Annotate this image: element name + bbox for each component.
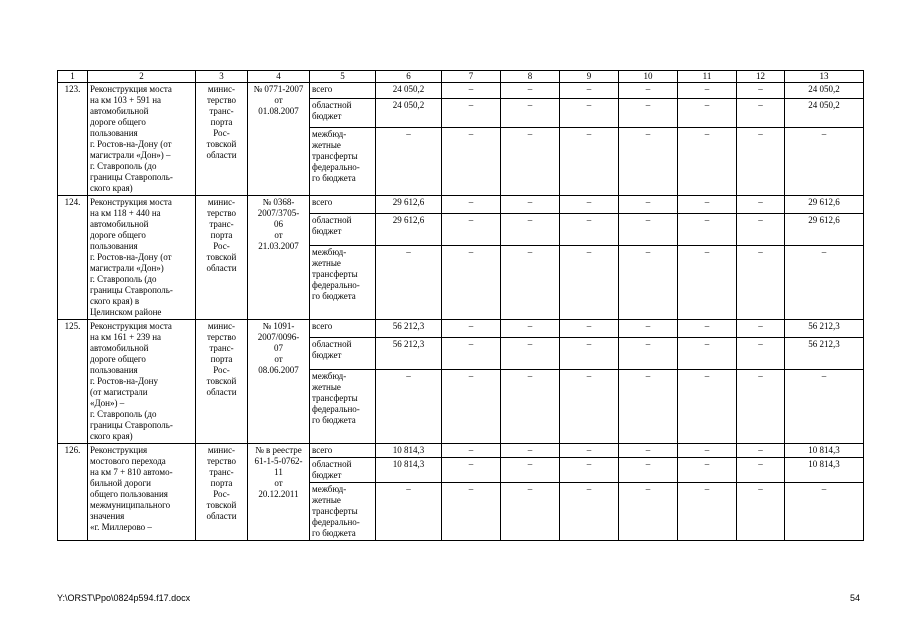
cell-line: «Дон») – [90,398,125,408]
cell-line: автомобильной [90,343,149,353]
cell-line: минис- [207,197,236,207]
amount-c9: – [560,245,619,319]
amount-c7: – [442,128,501,196]
cell-line: дороге общего [90,230,146,240]
page-number: 54 [849,593,860,603]
funding-source [310,369,376,443]
amount-c12: – [737,458,785,483]
cell-line: транс- [209,106,234,116]
amount-c6: 29 612,6 [376,213,442,245]
cell-line: на км 103 + 591 на [90,95,162,105]
amount-c11: – [678,458,737,483]
amount-c13: 24 050,2 [785,99,864,128]
funding-source [310,483,376,541]
cell-line: пользования [90,365,138,375]
amount-c13: 10 814,3 [785,458,864,483]
funding-source [310,213,376,245]
amount-c13: 56 212,3 [785,337,864,369]
cell-line: товской [206,376,237,386]
cell-line: федерально- [312,403,360,414]
amount-c11: – [678,99,737,128]
document-ref [248,196,310,320]
organization [196,196,248,320]
cell-line: № в реестре [255,445,302,455]
table-row [58,320,864,338]
amount-c8: – [501,213,560,245]
cell-line: го бюджета [312,528,356,538]
cell-line: границы Ставрополь- [90,172,173,182]
amount-c6: 10 814,3 [376,458,442,483]
amount-c10: – [619,444,678,458]
funding-source [310,245,376,319]
column-header: 12 [737,71,785,83]
cell-line: межмуниципального [90,500,171,510]
cell-line: от [274,354,283,364]
cell-line: федерально- [312,162,360,173]
table-row [58,83,864,99]
funding-source [310,99,376,128]
cell-line: границы Ставрополь- [90,420,173,430]
cell-line: Реконструкция моста [90,197,172,207]
amount-c6: 10 814,3 [376,444,442,458]
cell-line: Рос- [213,241,230,251]
cell-line: федерально- [312,517,360,527]
funding-source [310,444,376,458]
cell-line: г. Ставрополь (до [90,409,157,419]
amount-c12: – [737,83,785,99]
amount-c6: – [376,245,442,319]
amount-c13: – [785,245,864,319]
amount-c11: – [678,245,737,319]
amount-c10: – [619,99,678,128]
amount-c9: – [560,483,619,541]
cell-line: трансферты [312,268,358,279]
amount-c8: – [501,444,560,458]
amount-c10: – [619,213,678,245]
amount-c6: – [376,128,442,196]
column-header: 9 [560,71,619,83]
amount-c8: – [501,83,560,99]
cell-line: значения [90,511,125,521]
cell-line: 20.12.2011 [258,489,299,499]
cell-line: порта [210,117,233,127]
amount-c9: – [560,337,619,369]
amount-c10: – [619,369,678,443]
cell-line: трансферты [312,506,358,516]
amount-c9: – [560,99,619,128]
amount-c13: 29 612,6 [785,213,864,245]
cell-line: области [206,511,237,521]
table-row [58,444,864,458]
amount-c12: – [737,196,785,214]
cell-line: бильной дороги [90,478,151,488]
amount-c11: – [678,483,737,541]
cell-line: от [274,478,283,488]
cell-line: порта [210,354,233,364]
organization [196,83,248,196]
cell-line: 08.06.2007 [258,365,299,375]
cell-line: всего [312,321,333,331]
column-header: 11 [678,71,737,83]
amount-c12: – [737,444,785,458]
amount-c11: – [678,444,737,458]
amount-c7: – [442,196,501,214]
cell-line: всего [312,197,333,207]
project-name [88,196,196,320]
document-ref [248,444,310,541]
column-header: 8 [501,71,560,83]
cell-line: от [274,230,283,240]
cell-line: ского края) [90,183,133,193]
cell-line: области [206,387,237,397]
file-path: Y:\ORST\Ppo\0824p594.f17.docx [57,593,191,603]
amount-c11: – [678,196,737,214]
cell-line: терство [206,95,237,105]
cell-line: автомобильной [90,106,149,116]
cell-line: транс- [209,467,234,477]
cell-line: товской [206,500,237,510]
cell-line: магистрали «Дон») – [90,150,171,160]
cell-line: пользования [90,241,138,251]
column-header: 7 [442,71,501,83]
cell-line: жетные [312,495,341,505]
cell-line: бюджет [312,225,342,236]
cell-line: минис- [207,445,236,455]
organization [196,444,248,541]
cell-line: 2007/0096- [257,332,300,342]
amount-c7: – [442,213,501,245]
cell-line: Реконструкция моста [90,84,172,94]
cell-line: на км 118 + 440 на [90,208,161,218]
cell-line: федерально- [312,279,360,290]
column-header: 3 [196,71,248,83]
amount-c10: – [619,483,678,541]
funding-source [310,83,376,99]
amount-c13: 10 814,3 [785,444,864,458]
amount-c6: 56 212,3 [376,337,442,369]
cell-line: границы Ставрополь- [90,285,173,295]
column-header: 6 [376,71,442,83]
amount-c13: – [785,128,864,196]
amount-c8: – [501,128,560,196]
document-ref [248,320,310,444]
organization [196,320,248,444]
cell-line: № 0771-2007 [253,84,304,94]
cell-line: 2007/3705- [257,208,300,218]
cell-line: от [274,95,283,105]
cell-line: Реконструкция [90,445,148,455]
cell-line: Реконструкция моста [90,321,172,331]
amount-c7: – [442,483,501,541]
table-row [58,196,864,214]
cell-line: пользования [90,128,138,138]
amount-c10: – [619,128,678,196]
cell-line: ского края) [90,431,133,441]
cell-line: терство [206,332,237,342]
cell-line: ского края) в [90,296,140,306]
budget-table [57,70,864,541]
cell-line: го бюджета [312,414,356,425]
amount-c6: 24 050,2 [376,83,442,99]
funding-source [310,458,376,483]
cell-line: бюджет [312,470,342,480]
column-header: 4 [248,71,310,83]
cell-line: межбюд- [312,484,347,494]
amount-c10: – [619,196,678,214]
amount-c11: – [678,337,737,369]
amount-c8: – [501,245,560,319]
cell-line: товской [206,252,237,262]
cell-line: мостового перехода [90,456,166,466]
cell-line: минис- [207,84,236,94]
amount-c6: 56 212,3 [376,320,442,338]
amount-c8: – [501,99,560,128]
column-header: 2 [88,71,196,83]
cell-line: межбюд- [312,129,347,140]
cell-line: порта [210,230,233,240]
cell-line: дороге общего [90,354,146,364]
column-header: 1 [58,71,88,83]
amount-c12: – [737,369,785,443]
amount-c9: – [560,196,619,214]
amount-c9: – [560,444,619,458]
amount-c10: – [619,458,678,483]
cell-line: бюджет [312,111,342,122]
amount-c7: – [442,99,501,128]
cell-line: г. Ростов-на-Дону [90,376,159,386]
amount-c6: 24 050,2 [376,99,442,128]
cell-line: общего пользования [90,489,168,499]
cell-line: 06 [274,219,283,229]
cell-line: дороге общего [90,117,146,127]
row-number: 125. [58,320,88,444]
amount-c9: – [560,458,619,483]
amount-c7: – [442,83,501,99]
funding-source [310,128,376,196]
amount-c12: – [737,245,785,319]
cell-line: порта [210,478,233,488]
cell-line: Целинском районе [90,307,162,317]
cell-line: Рос- [213,365,230,375]
cell-line: Рос- [213,128,230,138]
amount-c12: – [737,213,785,245]
amount-c9: – [560,369,619,443]
cell-line: трансферты [312,392,358,403]
amount-c12: – [737,99,785,128]
cell-line: бюджет [312,349,342,360]
cell-line: областной [312,214,352,225]
cell-line: всего [312,445,333,455]
amount-c12: – [737,337,785,369]
cell-line: № 1091- [262,321,295,331]
amount-c12: – [737,320,785,338]
amount-c13: 29 612,6 [785,196,864,214]
funding-source [310,196,376,214]
amount-c13: – [785,483,864,541]
cell-line: трансферты [312,151,358,162]
amount-c9: – [560,83,619,99]
cell-line: межбюд- [312,246,347,257]
project-name [88,83,196,196]
cell-line: го бюджета [312,173,356,184]
amount-c6: – [376,369,442,443]
amount-c11: – [678,213,737,245]
amount-c8: – [501,337,560,369]
cell-line: 01.08.2007 [258,106,299,116]
cell-line: г. Ростов-на-Дону (от [90,252,172,262]
row-number: 126. [58,444,88,541]
cell-line: жетные [312,381,341,392]
amount-c9: – [560,213,619,245]
amount-c10: – [619,83,678,99]
amount-c11: – [678,369,737,443]
amount-c6: 29 612,6 [376,196,442,214]
cell-line: всего [312,84,333,94]
amount-c11: – [678,320,737,338]
cell-line: терство [206,208,237,218]
cell-line: областной [312,338,352,349]
cell-line: г. Ставрополь (до [90,161,157,171]
project-name [88,444,196,541]
amount-c13: – [785,369,864,443]
cell-line: терство [206,456,237,466]
cell-line: 11 [274,467,283,477]
column-header: 13 [785,71,864,83]
cell-line: на км 7 + 810 автомо- [90,467,173,477]
amount-c13: 56 212,3 [785,320,864,338]
cell-line: 61-1-5-0762- [254,456,303,466]
amount-c8: – [501,320,560,338]
amount-c9: – [560,320,619,338]
cell-line: г. Ростов-на-Дону (от [90,139,172,149]
cell-line: № 0368- [262,197,295,207]
cell-line: жетные [312,257,341,268]
cell-line: минис- [207,321,236,331]
cell-line: (от магистрали [90,387,148,397]
amount-c8: – [501,458,560,483]
cell-line: областной [312,100,352,111]
amount-c10: – [619,245,678,319]
cell-line: го бюджета [312,290,356,301]
document-ref [248,83,310,196]
cell-line: жетные [312,140,341,151]
cell-line: г. Ставрополь (до [90,274,157,284]
amount-c6: – [376,483,442,541]
cell-line: магистрали «Дон») [90,263,164,273]
cell-line: 07 [274,343,283,353]
cell-line: «г. Миллерово – [90,522,152,532]
cell-line: 21.03.2007 [258,241,299,251]
header-row [58,71,864,83]
cell-line: области [206,150,237,160]
column-header: 5 [310,71,376,83]
cell-line: межбюд- [312,370,347,381]
row-number: 124. [58,196,88,320]
amount-c9: – [560,128,619,196]
cell-line: областной [312,459,352,469]
cell-line: транс- [209,343,234,353]
cell-line: автомобильной [90,219,149,229]
amount-c12: – [737,483,785,541]
amount-c10: – [619,320,678,338]
row-number: 123. [58,83,88,196]
amount-c7: – [442,369,501,443]
column-header: 10 [619,71,678,83]
cell-line: Рос- [213,489,230,499]
amount-c7: – [442,245,501,319]
amount-c11: – [678,128,737,196]
amount-c8: – [501,196,560,214]
amount-c12: – [737,128,785,196]
amount-c7: – [442,458,501,483]
cell-line: на км 161 + 239 на [90,332,162,342]
amount-c8: – [501,483,560,541]
cell-line: товской [206,139,237,149]
project-name [88,320,196,444]
amount-c7: – [442,320,501,338]
cell-line: транс- [209,219,234,229]
cell-line: области [206,263,237,273]
amount-c7: – [442,337,501,369]
funding-source [310,337,376,369]
amount-c7: – [442,444,501,458]
amount-c8: – [501,369,560,443]
funding-source [310,320,376,338]
amount-c13: 24 050,2 [785,83,864,99]
amount-c11: – [678,83,737,99]
amount-c10: – [619,337,678,369]
